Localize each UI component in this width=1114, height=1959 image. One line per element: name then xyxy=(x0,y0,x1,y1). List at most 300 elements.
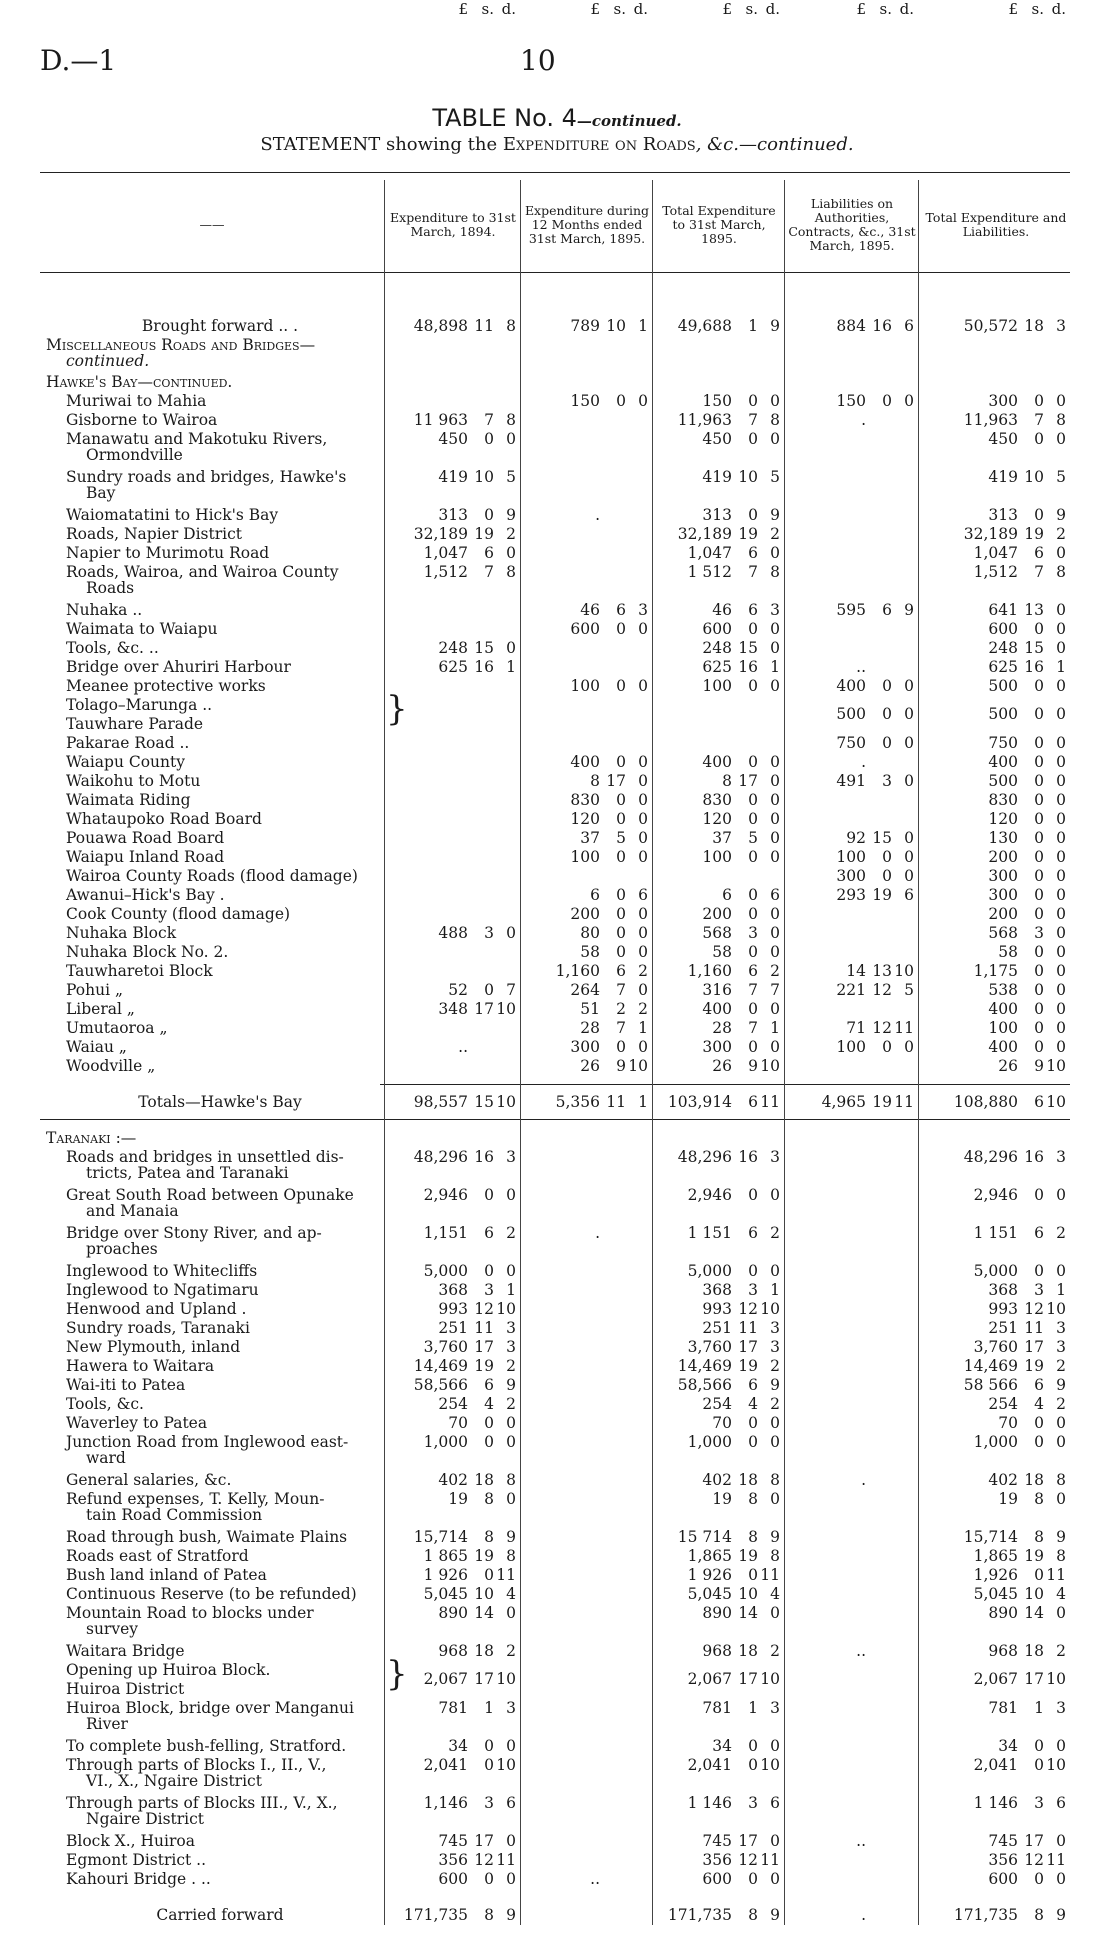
amount-pence: 0 xyxy=(904,829,914,847)
amount-pounds: 3,760 xyxy=(973,1338,1018,1356)
amount-cell xyxy=(398,1415,516,1431)
amount-shillings: 0 xyxy=(616,620,626,638)
amount-shillings: 0 xyxy=(748,1414,758,1432)
amount-cell xyxy=(796,849,914,865)
amount-pounds: 264 xyxy=(570,981,600,999)
amount-shillings: 3 xyxy=(1034,1794,1044,1812)
amount-pence: 2 xyxy=(770,1224,780,1242)
row-label-text: Waiau „ xyxy=(66,1038,127,1056)
row-label-text: Refund expenses, T. Kelly, Moun- xyxy=(66,1490,325,1508)
row-label xyxy=(66,1643,402,1659)
amount-pence: 0 xyxy=(770,829,780,847)
row-label-text: Hawera to Waitara xyxy=(66,1357,215,1375)
row-label xyxy=(66,697,402,713)
amount-cell xyxy=(948,1605,1066,1621)
amount-cell xyxy=(398,526,516,542)
row-label-text: Waitara Bridge xyxy=(66,1642,185,1660)
row-label xyxy=(66,887,402,903)
amount-pence: 0 xyxy=(904,1038,914,1056)
amount-shillings: 8 xyxy=(1034,1528,1044,1546)
amount-cell xyxy=(530,1058,648,1074)
amount-shillings: 6 xyxy=(1034,1224,1044,1242)
amount-shillings: 0 xyxy=(748,1737,758,1755)
amount-shillings: 4 xyxy=(484,1395,494,1413)
amount-pence: 0 xyxy=(1056,772,1066,790)
row-label-text: Waimata Riding xyxy=(66,791,191,809)
amount-shillings: 12 xyxy=(474,1851,494,1869)
amount-pence: 0 xyxy=(1056,1870,1066,1888)
amount-pence: 6 xyxy=(904,886,914,904)
amount-shillings: 15 xyxy=(738,639,758,657)
amount-shillings: 10 xyxy=(474,1585,494,1603)
amount-cell xyxy=(662,792,780,808)
amount-pounds: 600 xyxy=(988,1870,1018,1888)
amount-pence: 0 xyxy=(1056,1000,1066,1018)
row-label-text: Wairoa County Roads (flood damage) xyxy=(66,867,358,885)
amount-shillings: 0 xyxy=(616,392,626,410)
row-label xyxy=(66,1020,402,1036)
amount-cell xyxy=(662,906,780,922)
amount-shillings: 0 xyxy=(1034,1737,1044,1755)
amount-shillings: 0 xyxy=(748,848,758,866)
amount-pence: 3 xyxy=(770,601,780,619)
amount-pence: 10 xyxy=(760,1670,780,1688)
amount-shillings: 0 xyxy=(484,1756,494,1774)
amount-shillings: 0 xyxy=(484,1737,494,1755)
amount-shillings: 0 xyxy=(748,1566,758,1584)
amount-cell xyxy=(530,792,648,808)
amount-shillings: 12 xyxy=(738,1300,758,1318)
amount-cell xyxy=(398,1377,516,1393)
row-label-text: Umutaoroa „ xyxy=(66,1019,168,1037)
row-label xyxy=(66,1795,402,1827)
amount-pounds: 5,000 xyxy=(423,1262,468,1280)
amount-pounds: 600 xyxy=(570,620,600,638)
column-header-liabilities: Liabilities on Authorities, Contracts, &c., 31st March, 1895. xyxy=(788,196,916,253)
amount-shillings: 10 xyxy=(1024,1585,1044,1603)
amount-pence: 2 xyxy=(506,1224,516,1242)
amount-cell xyxy=(662,1339,780,1355)
amount-pounds: 368 xyxy=(988,1281,1018,1299)
amount-cell xyxy=(662,1377,780,1393)
amount-pence: 0 xyxy=(904,677,914,695)
amount-shillings: 8 xyxy=(1034,1490,1044,1508)
amount-pounds: 14,469 xyxy=(413,1357,468,1375)
row-label-continuation: tain Road Commission xyxy=(86,1506,263,1524)
row-label xyxy=(66,431,402,463)
amount-pence: 0 xyxy=(770,430,780,448)
currency-units xyxy=(662,0,780,18)
row-label-text: Roads, Napier District xyxy=(66,525,243,543)
amount-shillings: 6 xyxy=(748,1093,758,1111)
amount-pounds: 58 xyxy=(712,943,732,961)
amount-cell xyxy=(662,1225,780,1241)
amount-shillings: 14 xyxy=(738,1604,758,1622)
amount-pounds: 568 xyxy=(988,924,1018,942)
amount-pounds: 200 xyxy=(702,905,732,923)
row-label xyxy=(66,1320,402,1336)
amount-pence: 0 xyxy=(1056,677,1066,695)
amount-shillings: 1 xyxy=(1034,1699,1044,1717)
amount-shillings: 11 xyxy=(606,1093,626,1111)
amount-pence: 9 xyxy=(506,1376,516,1394)
amount-pence: 9 xyxy=(904,601,914,619)
amount-shillings: 1 xyxy=(484,1699,494,1717)
amount-pounds: 58 566 xyxy=(963,1376,1018,1394)
amount-pence: 2 xyxy=(638,1000,648,1018)
amount-pence: 0 xyxy=(1056,1038,1066,1056)
amount-pence: 10 xyxy=(628,1057,648,1075)
amount-cell xyxy=(530,1871,648,1887)
amount-pounds: .. xyxy=(458,1038,468,1056)
amount-pounds: 1,175 xyxy=(973,962,1018,980)
amount-cell xyxy=(948,1396,1066,1412)
amount-pounds: 500 xyxy=(988,772,1018,790)
row-label-text: Nuhaka .. xyxy=(66,601,143,619)
amount-pounds: 150 xyxy=(702,392,732,410)
amount-shillings: 0 xyxy=(1034,848,1044,866)
row-label-text: Miscellaneous Roads and Bridges— xyxy=(46,336,316,354)
amount-shillings: 18 xyxy=(1024,1471,1044,1489)
amount-pence: 0 xyxy=(770,753,780,771)
amount-pounds: 8 xyxy=(590,772,600,790)
amount-cell xyxy=(530,507,648,523)
amount-cell xyxy=(662,1020,780,1036)
amount-shillings: 5 xyxy=(616,829,626,847)
amount-cell xyxy=(662,318,780,334)
amount-shillings: 8 xyxy=(484,1490,494,1508)
amount-shillings: 7 xyxy=(748,563,758,581)
amount-shillings: 0 xyxy=(1034,1000,1044,1018)
amount-cell xyxy=(796,659,914,675)
amount-pounds: 1,047 xyxy=(687,544,732,562)
amount-cell xyxy=(662,602,780,618)
amount-shillings: 0 xyxy=(484,1414,494,1432)
amount-pence: 2 xyxy=(1056,525,1066,543)
amount-shillings: 8 xyxy=(484,1528,494,1546)
amount-pence: 0 xyxy=(770,639,780,657)
amount-cell xyxy=(948,1187,1066,1203)
amount-cell xyxy=(662,1472,780,1488)
amount-pounds: 625 xyxy=(438,658,468,676)
amount-cell xyxy=(398,1094,516,1110)
amount-cell xyxy=(662,1586,780,1602)
amount-pence: 3 xyxy=(506,1148,516,1166)
amount-pence: 10 xyxy=(1046,1300,1066,1318)
amount-shillings: 0 xyxy=(1034,905,1044,923)
amount-shillings: 7 xyxy=(748,411,758,429)
row-label xyxy=(66,640,402,656)
row-label-text: Nuhaka Block xyxy=(66,924,177,942)
row-label xyxy=(66,678,402,694)
amount-shillings: 18 xyxy=(1024,317,1044,335)
amount-cell xyxy=(662,1907,780,1923)
amount-pence: 3 xyxy=(638,601,648,619)
amount-pounds: 300 xyxy=(836,867,866,885)
amount-shillings: 7 xyxy=(484,411,494,429)
amount-cell xyxy=(796,1907,914,1923)
amount-pence: 0 xyxy=(638,1038,648,1056)
amount-shillings: 7 xyxy=(1034,563,1044,581)
amount-pounds: 1,047 xyxy=(423,544,468,562)
row-label-text: Through parts of Blocks III., V., X., xyxy=(66,1794,338,1812)
amount-pence: 0 xyxy=(904,705,914,723)
amount-pounds: 830 xyxy=(988,791,1018,809)
amount-pence: 0 xyxy=(1056,791,1066,809)
amount-shillings: 7 xyxy=(616,981,626,999)
amount-cell xyxy=(948,868,1066,884)
amount-cell xyxy=(796,1094,914,1110)
row-label xyxy=(66,1567,402,1583)
amount-pence: 0 xyxy=(506,1414,516,1432)
amount-pounds: 2,041 xyxy=(423,1756,468,1774)
amount-pounds: 1 146 xyxy=(973,1794,1018,1812)
amount-pounds: 368 xyxy=(702,1281,732,1299)
amount-cell xyxy=(948,811,1066,827)
amount-cell xyxy=(398,1852,516,1868)
amount-pounds: 3,760 xyxy=(687,1338,732,1356)
amount-shillings: 0 xyxy=(616,753,626,771)
row-label xyxy=(60,318,380,334)
amount-pounds: 5,000 xyxy=(687,1262,732,1280)
amount-pounds: 15,714 xyxy=(963,1528,1018,1546)
amount-cell xyxy=(662,1757,780,1773)
amount-pounds: 200 xyxy=(570,905,600,923)
amount-shillings: 0 xyxy=(1034,962,1044,980)
amount-cell xyxy=(796,773,914,789)
row-label-text: Waikohu to Motu xyxy=(66,772,201,790)
row-label-text: Tools, &c. xyxy=(66,1395,144,1413)
amount-shillings: 19 xyxy=(1024,1547,1044,1565)
amount-pence: 7 xyxy=(770,981,780,999)
amount-pounds: 5,000 xyxy=(973,1262,1018,1280)
row-label xyxy=(66,982,402,998)
amount-pounds: 356 xyxy=(702,1851,732,1869)
column-header-total-exp-liabilities: Total Expenditure and Liabilities. xyxy=(925,210,1067,239)
column-header-label: —— xyxy=(199,217,225,232)
amount-cell xyxy=(948,1795,1066,1811)
amount-pence: 9 xyxy=(1056,1906,1066,1924)
amount-pounds: 28 xyxy=(712,1019,732,1037)
amount-cell xyxy=(948,507,1066,523)
row-label-text: Totals—Hawke's Bay xyxy=(138,1093,302,1111)
row-label-continuation: Ormondville xyxy=(86,446,183,464)
pence-symbol: d. xyxy=(633,0,648,18)
amount-cell xyxy=(796,1833,914,1849)
amount-cell xyxy=(796,1039,914,1055)
totals-top-rule xyxy=(380,1084,1070,1085)
amount-pounds: 300 xyxy=(702,1038,732,1056)
row-label-text: Pakarae Road .. xyxy=(66,734,190,752)
amount-cell xyxy=(530,906,648,922)
row-label xyxy=(66,1058,402,1074)
row-label-text: General salaries, &c. xyxy=(66,1471,232,1489)
row-label-text: Sundry roads, Taranaki xyxy=(66,1319,250,1337)
amount-cell xyxy=(662,507,780,523)
amount-pence: 9 xyxy=(506,1906,516,1924)
table-subtitle xyxy=(0,134,1114,155)
amount-pence: 0 xyxy=(1056,392,1066,410)
amount-cell xyxy=(398,1700,516,1716)
amount-pence: 0 xyxy=(770,848,780,866)
amount-cell xyxy=(662,1795,780,1811)
amount-cell xyxy=(796,868,914,884)
amount-shillings: 0 xyxy=(748,1433,758,1451)
amount-pence: 10 xyxy=(1046,1057,1066,1075)
amount-pounds: 120 xyxy=(702,810,732,828)
amount-pence: 10 xyxy=(496,1756,516,1774)
row-label xyxy=(66,1149,402,1181)
amount-pounds: 100 xyxy=(570,848,600,866)
amount-cell xyxy=(948,982,1066,998)
amount-shillings: 19 xyxy=(1024,525,1044,543)
amount-cell xyxy=(948,1320,1066,1336)
amount-cell xyxy=(398,1643,516,1659)
amount-pence: 11 xyxy=(760,1851,780,1869)
amount-pence: 3 xyxy=(770,1319,780,1337)
amount-cell xyxy=(948,1339,1066,1355)
row-label-text: Roads, Wairoa, and Wairoa County xyxy=(66,563,339,581)
amount-shillings: 15 xyxy=(474,639,494,657)
amount-pounds: 48,296 xyxy=(677,1148,732,1166)
amount-cell xyxy=(662,925,780,941)
amount-cell xyxy=(948,1700,1066,1716)
amount-pounds: . xyxy=(861,753,866,771)
amount-pounds: 500 xyxy=(836,705,866,723)
amount-pence: 0 xyxy=(1056,962,1066,980)
amount-pounds: 316 xyxy=(702,981,732,999)
amount-pounds: 37 xyxy=(712,829,732,847)
amount-pence: 3 xyxy=(1056,1319,1066,1337)
amount-pence: 0 xyxy=(770,1832,780,1850)
amount-shillings: 12 xyxy=(1024,1300,1044,1318)
amount-shillings: 19 xyxy=(738,1357,758,1375)
amount-pounds: 34 xyxy=(448,1737,468,1755)
amount-cell xyxy=(662,1434,780,1450)
amount-shillings: 12 xyxy=(872,1019,892,1037)
subtitle-smallcaps: Expenditure on Roads xyxy=(502,134,696,155)
amount-shillings: 0 xyxy=(616,886,626,904)
amount-cell xyxy=(662,830,780,846)
amount-cell xyxy=(948,564,1066,580)
amount-cell xyxy=(662,982,780,998)
amount-pence: 6 xyxy=(770,1794,780,1812)
amount-pence: 2 xyxy=(1056,1224,1066,1242)
amount-shillings: 6 xyxy=(748,1224,758,1242)
currency-units xyxy=(398,0,516,18)
amount-shillings: 5 xyxy=(748,829,758,847)
row-label xyxy=(66,1871,402,1887)
amount-pounds: 80 xyxy=(580,924,600,942)
amount-pounds: 450 xyxy=(438,430,468,448)
amount-pence: 9 xyxy=(1056,1528,1066,1546)
amount-pounds: 6 xyxy=(722,886,732,904)
amount-cell xyxy=(662,1415,780,1431)
amount-pounds: 600 xyxy=(702,1870,732,1888)
amount-cell xyxy=(662,887,780,903)
amount-pence: 0 xyxy=(506,1490,516,1508)
amount-pounds: 781 xyxy=(438,1699,468,1717)
amount-pence: 0 xyxy=(770,1038,780,1056)
row-label-text: Tauwharetoi Block xyxy=(66,962,213,980)
amount-pence: 8 xyxy=(506,317,516,335)
amount-cell xyxy=(530,678,648,694)
amount-pounds: 98,557 xyxy=(413,1093,468,1111)
row-label xyxy=(66,621,402,637)
amount-cell xyxy=(530,393,648,409)
row-label-text: Waiomatatini to Hick's Bay xyxy=(66,506,279,524)
amount-shillings: 0 xyxy=(748,506,758,524)
row-label xyxy=(46,1130,382,1146)
amount-cell xyxy=(948,602,1066,618)
row-label xyxy=(66,412,402,428)
amount-cell xyxy=(796,982,914,998)
amount-pence: 0 xyxy=(638,905,648,923)
row-label-continuation: VI., X., Ngaire District xyxy=(86,1772,262,1790)
amount-shillings: 0 xyxy=(616,677,626,695)
row-label xyxy=(66,1605,402,1637)
amount-pounds: 26 xyxy=(998,1057,1018,1075)
amount-shillings: 0 xyxy=(616,1038,626,1056)
amount-pence: 8 xyxy=(1056,563,1066,581)
row-label xyxy=(66,526,402,542)
amount-pounds: 595 xyxy=(836,601,866,619)
amount-pounds: 830 xyxy=(570,791,600,809)
amount-pence: 0 xyxy=(770,791,780,809)
amount-pence: 0 xyxy=(770,1000,780,1018)
row-label-continuation: proaches xyxy=(86,1240,158,1258)
amount-pounds: 171,735 xyxy=(403,1906,468,1924)
amount-pounds: 71 xyxy=(846,1019,866,1037)
amount-pence: 8 xyxy=(770,1547,780,1565)
subtitle-post: , &c.—continued. xyxy=(695,134,854,155)
row-label xyxy=(46,337,382,369)
amount-cell xyxy=(796,318,914,334)
amount-pence: 0 xyxy=(506,1262,516,1280)
amount-shillings: 11 xyxy=(474,317,494,335)
amount-pounds: 1 926 xyxy=(423,1566,468,1584)
row-label xyxy=(66,868,402,884)
amount-pounds: 348 xyxy=(438,1000,468,1018)
shillings-symbol: s. xyxy=(745,0,758,18)
amount-pence: 11 xyxy=(760,1093,780,1111)
subtitle-pre: STATEMENT showing the xyxy=(260,134,503,155)
amount-pence: 0 xyxy=(770,1604,780,1622)
column-header-exp-1894: Expenditure to 31st March, 1894. xyxy=(390,210,516,239)
amount-shillings: 19 xyxy=(872,1093,892,1111)
row-label-text: Sundry roads and bridges, Hawke's xyxy=(66,468,347,486)
row-label xyxy=(66,1377,402,1393)
amount-pounds: 313 xyxy=(988,506,1018,524)
amount-shillings: 12 xyxy=(1024,1851,1044,1869)
amount-shillings: 0 xyxy=(1034,1566,1044,1584)
amount-cell xyxy=(948,1058,1066,1074)
amount-cell xyxy=(398,1491,516,1507)
amount-pounds: 400 xyxy=(836,677,866,695)
amount-pounds: 251 xyxy=(702,1319,732,1337)
amount-pence: 0 xyxy=(638,620,648,638)
amount-pounds: .. xyxy=(856,1832,866,1850)
amount-pence: 0 xyxy=(1056,981,1066,999)
amount-shillings: 0 xyxy=(616,924,626,942)
row-label-text: Whataupoko Road Board xyxy=(66,810,262,828)
amount-pounds: 251 xyxy=(988,1319,1018,1337)
amount-shillings: 16 xyxy=(1024,658,1044,676)
shillings-symbol: s. xyxy=(613,0,626,18)
amount-cell xyxy=(948,706,1066,722)
amount-pence: 3 xyxy=(770,1338,780,1356)
amount-shillings: 17 xyxy=(474,1000,494,1018)
